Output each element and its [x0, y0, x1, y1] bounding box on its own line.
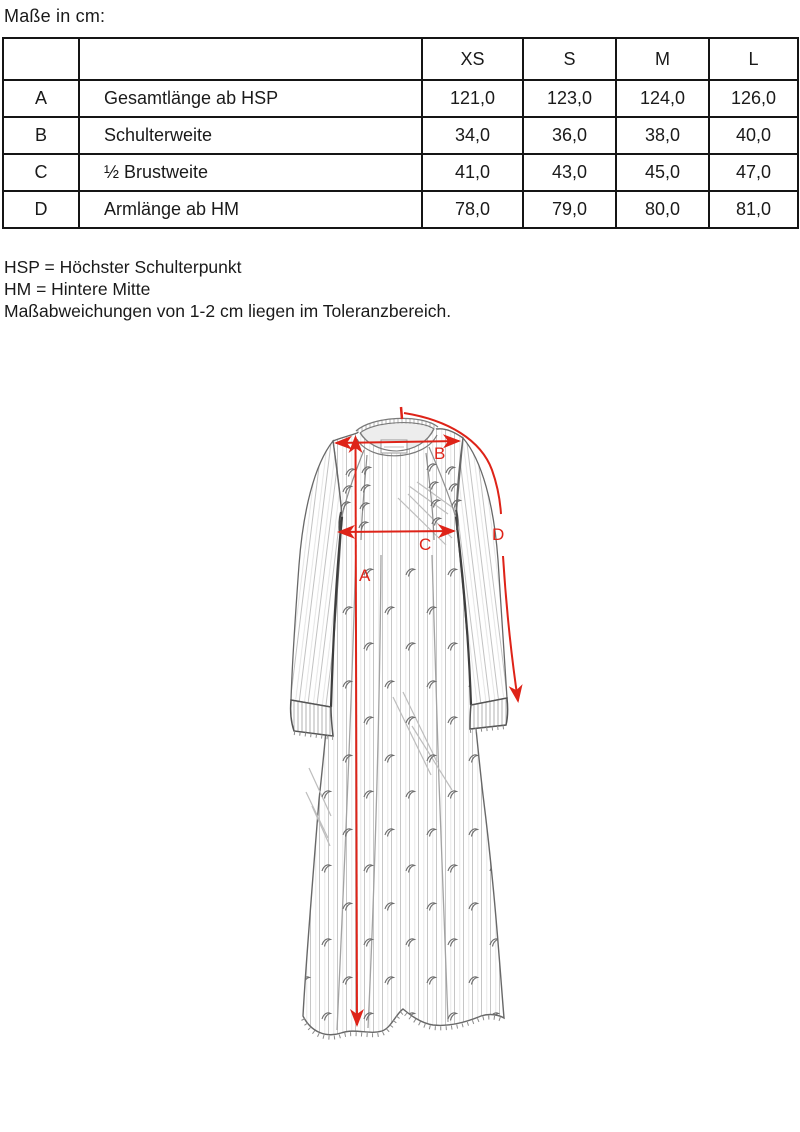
note-hm: HM = Hintere Mitte [4, 279, 151, 299]
size-value: 34,0 [422, 117, 523, 154]
dress-drawing [291, 418, 508, 1037]
note-tolerance: Maßabweichungen von 1-2 cm liegen im Toleranzbereich. [4, 301, 452, 321]
row-label: Gesamtlänge ab HSP [79, 80, 422, 117]
size-value: 43,0 [523, 154, 616, 191]
size-value: 79,0 [523, 191, 616, 228]
row-key: C [3, 154, 79, 191]
size-value: 81,0 [709, 191, 798, 228]
size-value: 121,0 [422, 80, 523, 117]
measure-line-c [339, 531, 454, 532]
label-a: A [359, 566, 371, 585]
label-c: C [419, 535, 432, 554]
size-value: 45,0 [616, 154, 709, 191]
row-key: A [3, 80, 79, 117]
size-value: 47,0 [709, 154, 798, 191]
size-value: 36,0 [523, 117, 616, 154]
size-value: 78,0 [422, 191, 523, 228]
size-value: 126,0 [709, 80, 798, 117]
label-b: B [434, 444, 446, 463]
size-value: 124,0 [616, 80, 709, 117]
page-title: Maße in cm: [4, 6, 106, 26]
size-value: 38,0 [616, 117, 709, 154]
col-header-m: M [616, 38, 709, 80]
row-label: Schulterweite [79, 117, 422, 154]
measure-line-d-tick [401, 407, 402, 419]
row-key: B [3, 117, 79, 154]
col-header-xs: XS [422, 38, 523, 80]
size-value: 40,0 [709, 117, 798, 154]
col-header-s: S [523, 38, 616, 80]
row-label: ½ Brustweite [79, 154, 422, 191]
col-header-l: L [709, 38, 798, 80]
row-key: D [3, 191, 79, 228]
size-value: 80,0 [616, 191, 709, 228]
note-hsp: HSP = Höchster Schulterpunkt [4, 257, 242, 277]
size-value: 41,0 [422, 154, 523, 191]
row-label: Armlänge ab HM [79, 191, 422, 228]
label-d: D [492, 525, 505, 544]
size-value: 123,0 [523, 80, 616, 117]
